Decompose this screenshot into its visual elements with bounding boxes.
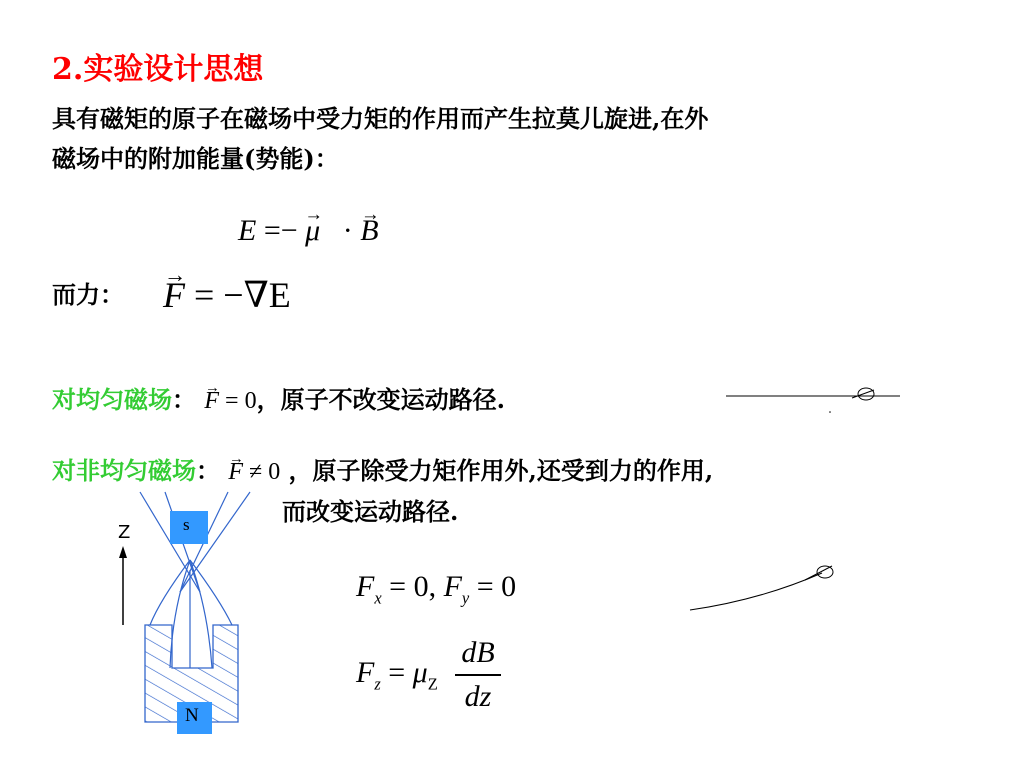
x-subscript: x (374, 588, 382, 608)
nonuniform-force-vector: → F (228, 460, 243, 484)
deflected-trajectory-diagram (690, 566, 833, 610)
uniform-force-vector: → F (204, 389, 219, 413)
south-pole-label: s (183, 515, 190, 534)
y-subscript: y (461, 588, 470, 608)
force-vector: → F (163, 274, 185, 316)
uniform-label: 对均匀磁场 (52, 385, 172, 414)
mu-symbol: μ (412, 655, 428, 689)
b-vector: → B (360, 214, 378, 248)
mu-subscript: Z (427, 674, 438, 694)
nonuniform-colon: ： (196, 456, 220, 485)
z-subscript: z (374, 674, 381, 694)
atom-icon (858, 388, 874, 400)
nonuniform-label: 对非均匀磁场 (52, 456, 196, 485)
intro-line-2: 磁场中的附加能量(势能)： (52, 144, 339, 173)
curved-path (690, 573, 822, 610)
north-pole-label: N (185, 705, 199, 726)
nonuniform-text-1: ，原子除受力矩作用外,还受到力的作用, (280, 456, 714, 485)
nonuniform-text-2: 而改变运动路径. (282, 497, 459, 526)
force-rhs: = −∇E (194, 275, 291, 315)
mu-vector: → μ (305, 214, 320, 248)
dot-operator: · (342, 214, 353, 247)
uniform-relation: = 0 (225, 388, 257, 414)
energy-symbol: E (238, 214, 257, 247)
fx-symbol: F (356, 570, 375, 603)
fraction-numerator: dB (455, 636, 500, 676)
fraction-denominator: dz (464, 680, 492, 713)
fx-equals: = 0, (389, 570, 437, 603)
fz-symbol: F (356, 655, 375, 689)
slide-title: 2.实验设计思想 (52, 52, 264, 87)
z-axis-label: Z (118, 522, 131, 543)
equals-minus: =− (263, 214, 298, 247)
uniform-text: ，原子不改变运动路径. (256, 385, 505, 414)
force-label: 而力： (52, 280, 124, 309)
uniform-trajectory-diagram (726, 388, 900, 413)
intro-line-1: 具有磁矩的原子在磁场中受力矩的作用而产生拉莫儿旋进,在外 (52, 104, 709, 133)
fy-symbol: F (443, 570, 462, 603)
z-axis-arrow-icon (119, 546, 127, 558)
nonuniform-relation: ≠ 0 (249, 459, 281, 485)
fz-equals: = (388, 655, 406, 689)
fy-equals: = 0 (476, 570, 517, 603)
uniform-colon: ： (172, 385, 196, 414)
